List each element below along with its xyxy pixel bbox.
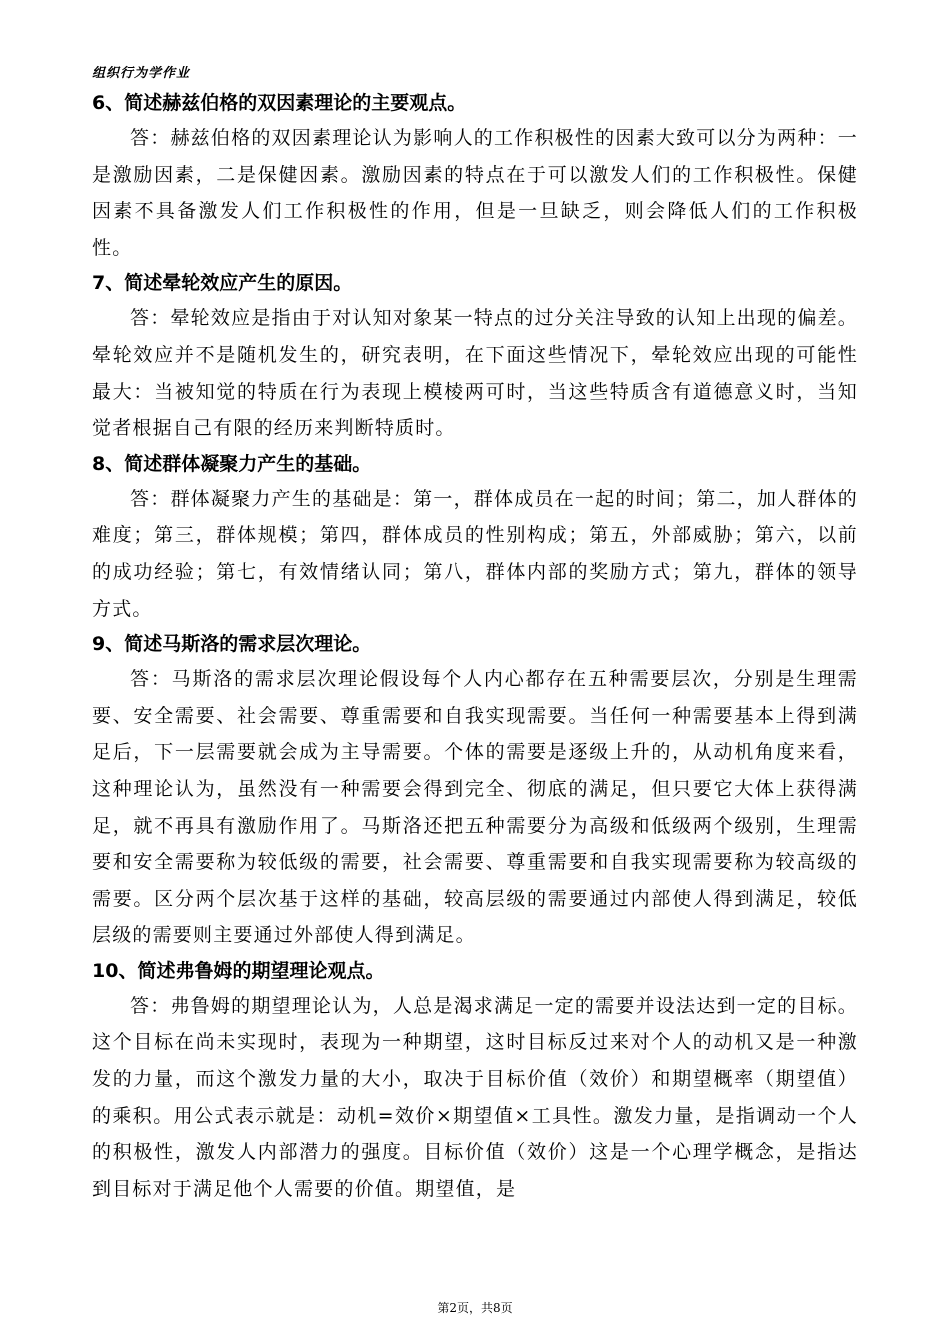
answer-text: 答：马斯洛的需求层次理论假设每个人内心都存在五种需要层次，分别是生理需要、安全需要、社会需要、尊重需要和自我实现需要。当任何一种需要基本上得到满足后，下一层需要就会成为主导需要。个体的需要是逐级上升的，从动机角度来看，这种理论认为，虽然没有一种需要会得到完全、彻底的满足，但只要它大体上获得满足，就不再具有激励作用了。马斯洛还把五种需要分为高级和低级两个级别，生理需要和安全需要称为较低级的需要，社会需要、尊重需要和自我实现需要称为较高级的需要。区分两个层次基于这样的基础，较高层级的需要通过内部使人得到满足，较低层级的需要则主要通过外部使人得到满足。: [92, 668, 858, 947]
question-title: 10、简述弗鲁姆的期望理论观点。: [92, 959, 385, 982]
section-q9: [92, 627, 858, 954]
answer-text: 答：弗鲁姆的期望理论认为，人总是渴求满足一定的需要并设法达到一定的目标。这个目标在尚未实现时，表现为一种期望，这时目标反过来对个人的动机又是一种激发的力量，而这个激发力量的大小，取决于目标价值（效价）和期望概率（期望值）的乘积。用公式表示就是：动机=效价×期望值×工具性。激发力量，是指调动一个人的积极性，激发人内部潜力的强度。目标价值（效价）这是一个心理学概念，是指达到目标对于满足他个人需要的价值。期望值，是: [92, 994, 858, 1200]
question-title: 9、简述马斯洛的需求层次理论。: [92, 633, 372, 656]
answer-text: 答：晕轮效应是指由于对认知对象某一特点的过分关注导致的认知上出现的偏差。晕轮效应并不是随机发生的，研究表明，在下面这些情况下，晕轮效应出现的可能性最大：当被知觉的特质在行为表现上模棱两可时，当这些特质含有道德意义时，当知觉者根据自己有限的经历来判断特质时。: [92, 307, 858, 440]
question-title: 7、简述晕轮效应产生的原因。: [92, 272, 353, 295]
section-q6: [92, 86, 858, 266]
question-title: 8、简述群体凝聚力产生的基础。: [92, 452, 372, 475]
section-q8: [92, 447, 858, 627]
section-q7: [92, 266, 858, 446]
page-footer: 第2页，共8页: [437, 1301, 513, 1315]
document-page: [92, 62, 858, 1207]
answer-text: 答：赫兹伯格的双因素理论认为影响人的工作积极性的因素大致可以分为两种：一是激励因素，二是保健因素。激励因素的特点在于可以激发人们的工作积极性。保健因素不具备激发人们工作积极性的作用，但是一旦缺乏，则会降低人们的工作积极性。: [92, 127, 858, 259]
section-q10: [92, 954, 858, 1208]
question-title: 6、简述赫兹伯格的双因素理论的主要观点。: [92, 92, 467, 114]
answer-text: 答：群体凝聚力产生的基础是：第一，群体成员在一起的时间；第二，加人群体的难度；第三，群体规模；第四，群体成员的性别构成；第五，外部威胁；第六，以前的成功经验；第七，有效情绪认同；第八，群体内部的奖励方式；第九，群体的领导方式。: [92, 487, 858, 620]
page-header: 组织行为学作业: [92, 66, 191, 81]
